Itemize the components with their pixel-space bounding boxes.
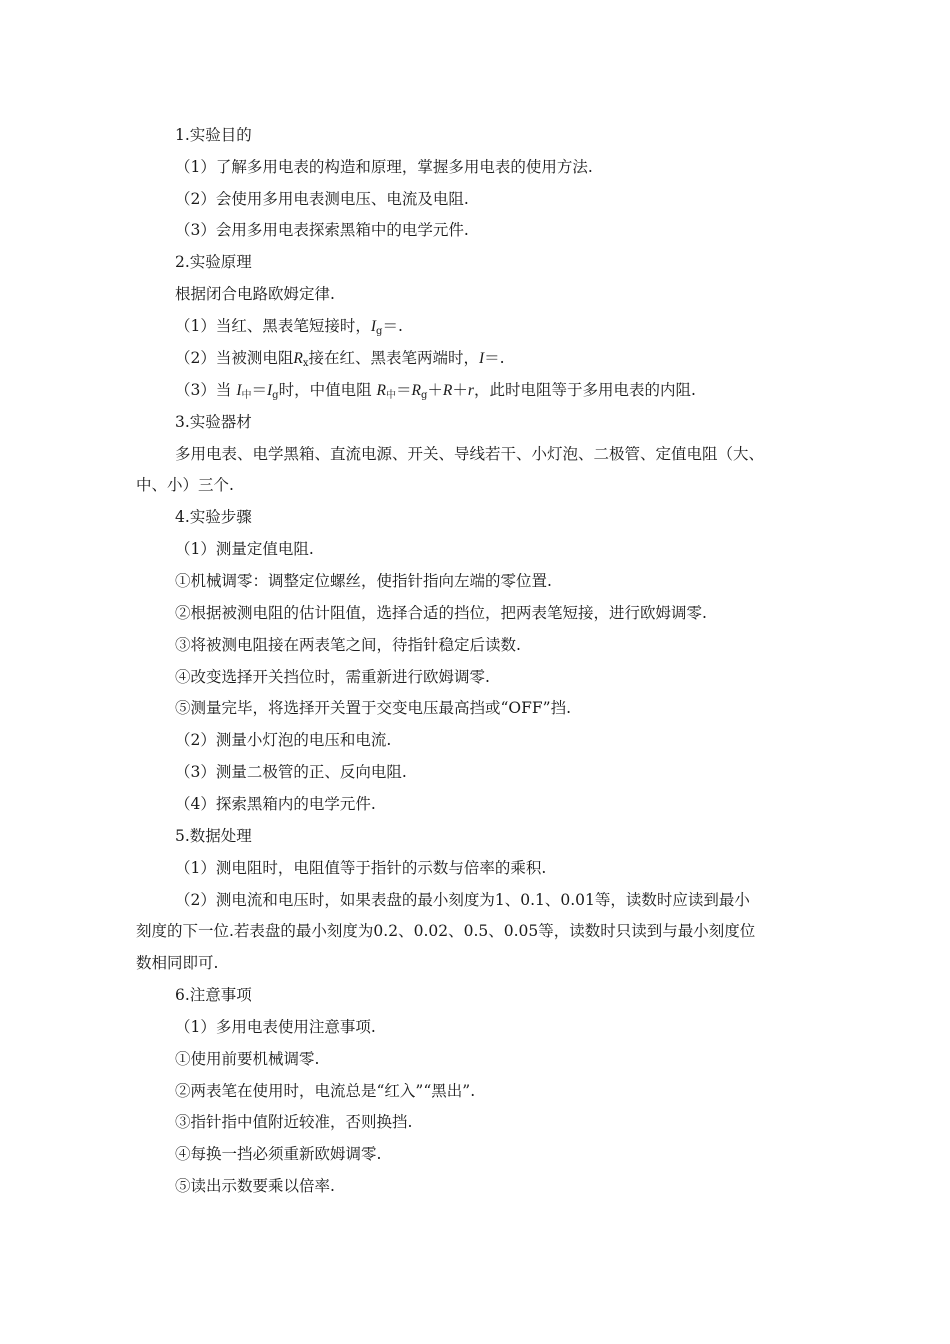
s6-note-4: ④每换一挡必须重新欧姆调零. bbox=[175, 1145, 382, 1163]
section-1-title: 1.实验目的 bbox=[175, 126, 252, 144]
s5-item-1: （1）测电阻时，电阻值等于指针的示数与倍率的乘积. bbox=[175, 859, 547, 877]
section-2-title: 2.实验原理 bbox=[175, 253, 252, 271]
s1-item-1: （1）了解多用电表的构造和原理，掌握多用电表的使用方法. bbox=[175, 158, 593, 176]
s4-item-1: （1）测量定值电阻. bbox=[175, 540, 314, 558]
s1-item-3: （3）会用多用电表探索黑箱中的电学元件. bbox=[175, 221, 469, 239]
s5-item-2-line-3: 数相同即可. bbox=[136, 954, 219, 972]
s3-equipment-line-2: 中、小）三个. bbox=[136, 476, 234, 494]
s4-step-4: ④改变选择开关挡位时，需重新进行欧姆调零. bbox=[175, 668, 490, 686]
section-6-title: 6.注意事项 bbox=[175, 986, 252, 1004]
s4-step-3: ③将被测电阻接在两表笔之间，待指针稳定后读数. bbox=[175, 636, 521, 654]
s2-intro: 根据闭合电路欧姆定律. bbox=[175, 285, 335, 303]
s6-note-1: ①使用前要机械调零. bbox=[175, 1050, 320, 1068]
s4-item-2: （2）测量小灯泡的电压和电流. bbox=[175, 731, 392, 749]
section-3-title: 3.实验器材 bbox=[175, 413, 252, 431]
s4-step-5: ⑤测量完毕，将选择开关置于交变电压最高挡或“OFF”挡. bbox=[175, 699, 571, 717]
s4-step-1: ①机械调零：调整定位螺丝，使指针指向左端的零位置. bbox=[175, 572, 552, 590]
s5-item-2-line-1: （2）测电流和电压时，如果表盘的最小刻度为1、0.1、0.01等，读数时应读到最小 bbox=[175, 891, 750, 909]
section-4-title: 4.实验步骤 bbox=[175, 508, 252, 526]
s6-note-3: ③指针指中值附近较准，否则换挡. bbox=[175, 1113, 413, 1131]
s3-equipment-line-1: 多用电表、电学黑箱、直流电源、开关、导线若干、小灯泡、二极管、定值电阻（大、 bbox=[175, 445, 765, 463]
s4-item-3: （3）测量二极管的正、反向电阻. bbox=[175, 763, 407, 781]
s2-principle-2: （2）当被测电阻$R_x$接在红、黑表笔两端时，I＝. bbox=[175, 349, 505, 369]
s5-item-2-line-2: 刻度的下一位.若表盘的最小刻度为0.2、0.02、0.5、0.05等，读数时只读到与最小刻度位 bbox=[136, 922, 756, 940]
s2-principle-1: （1）当红、黑表笔短接时，$I_g=$. bbox=[175, 317, 403, 337]
s1-item-2: （2）会使用多用电表测电压、电流及电阻. bbox=[175, 190, 469, 208]
s4-step-2: ②根据被测电阻的估计阻值，选择合适的挡位，把两表笔短接，进行欧姆调零. bbox=[175, 604, 707, 622]
s6-note-2: ②两表笔在使用时，电流总是“红入”“黑出”. bbox=[175, 1082, 476, 1100]
s6-note-5: ⑤读出示数要乘以倍率. bbox=[175, 1177, 335, 1195]
s6-item-1: （1）多用电表使用注意事项. bbox=[175, 1018, 376, 1036]
section-5-title: 5.数据处理 bbox=[175, 827, 252, 845]
s4-item-4: （4）探索黑箱内的电学元件. bbox=[175, 795, 376, 813]
s2-principle-3: （3）当 $I_中=I_g$时，中值电阻 $R_中=R_g+R+r$，此时电阻等于多用电表的内阻. bbox=[175, 381, 696, 401]
